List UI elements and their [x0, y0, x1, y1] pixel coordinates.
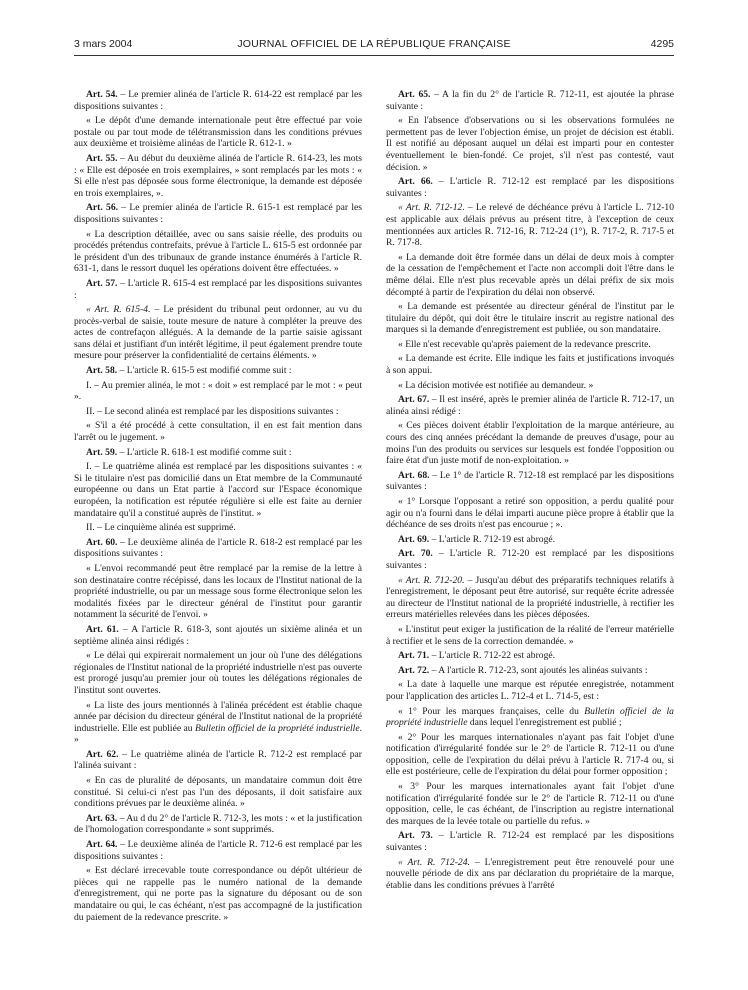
paragraph-text: « L'institut peut exiger la justification de la réalité de l'erreur matérielle à rectifier et le sens de la correction demandée. »	[386, 623, 674, 647]
article-number: Art. 72.	[398, 664, 430, 676]
body-paragraph	[386, 496, 674, 531]
paragraph-text: « La description détaillée, avec ou sans saisie réelle, des produits ou procédés prétendus contrefaits, prévue à l'article L. 615-5 est ordonnée par le président d'un des tribunaux de grande instance énumérés à l'article R. 631-1, dans le ressort duquel les opérations doivent être effectuées. »	[74, 228, 362, 275]
paragraph-text: « La demande doit être formée dans un délai de deux mois à compter de la cessation de l'empêchement et l'acte non accompli doit l'être dans le même délai. Elle n'est plus recevable après un délai préfix de six mois décompté à partir de l'expiration du délai non observé.	[386, 251, 674, 298]
paragraph-text: « La liste des jours mentionnés à l'alinéa précédent est établie chaque année par décision du directeur général de l'Institut national de la propriété industrielle. Elle est publiée au	[74, 699, 362, 734]
body-paragraph	[74, 380, 362, 403]
article-number: Art. 59.	[86, 446, 118, 458]
body-paragraph	[386, 115, 674, 173]
article-number: Art. 62.	[86, 748, 119, 760]
article-number: Art. 64.	[86, 839, 118, 851]
article-paragraph	[74, 153, 362, 199]
paragraph-text: – Au d du 2° de l'article R. 712-3, les mots : « et la justification de l'homologation correspondante » sont supprimés.	[74, 812, 362, 836]
paragraph-text: « 3° Pour les marques internationales ayant fait l'objet d'une notification d'irrégularité fondée sur le 2° de l'article R. 712-11 ou d'une opposition, celle, le cas échéant, de l'inscription au registre international des marques de la levée totale ou partielle du refus. »	[386, 781, 674, 827]
body-paragraph	[74, 865, 362, 923]
body-paragraph	[74, 115, 362, 150]
article-number: Art. 68.	[398, 469, 430, 481]
body-paragraph	[74, 406, 362, 418]
article-paragraph	[386, 830, 674, 853]
paragraph-text: « Le dépôt d'une demande internationale peut être effectué par voie postale ou par tout mode de télétransmission dans les conditions prévues aux deuxième et troisième alinéas de l'article R. 612-1. »	[74, 115, 362, 150]
body-paragraph	[74, 650, 362, 696]
article-citation: « Art. R. 712-24.	[398, 856, 470, 868]
article-number: Art. 55.	[86, 152, 118, 164]
paragraph-text: « Elle n'est recevable qu'après paiement de la redevance prescrite.	[398, 338, 651, 350]
header-page-number: 4295	[650, 38, 674, 50]
article-number: Art. 58.	[86, 365, 118, 377]
article-paragraph	[74, 278, 362, 301]
article-number: Art. 67.	[398, 394, 430, 406]
article-paragraph	[386, 394, 674, 417]
article-number: Art. 54.	[86, 89, 118, 100]
paragraph-text: – Le 1° de l'article R. 712-18 est remplacé par les dispositions suivantes :	[386, 469, 674, 493]
article-paragraph	[74, 202, 362, 225]
article-paragraph	[74, 365, 362, 377]
body-paragraph	[74, 700, 362, 746]
paragraph-text: – L'article R. 712-12 est remplacé par les dispositions suivantes :	[386, 176, 674, 199]
right-column	[386, 88, 674, 968]
article-paragraph	[386, 534, 674, 546]
article-number: Art. 66.	[398, 176, 433, 188]
paragraph-text: « L'envoi recommandé peut être remplacé par la remise de la lettre à son destinataire contre récépissé, dans les locaux de l'Institut national de la propriété industrielle, ou par un message sous forme électronique selon les modalités fixées par le directeur général de l'institut pour garantir notamment la sécurité de l'envoi. »	[74, 562, 362, 621]
paragraph-text: « Le délai qui expirerait normalement un jour où l'une des délégations régionales de l'Institut national de la propriété industrielle n'est pas ouverte est prorogé jusqu'au premier jour où toutes les délégations régionales de l'institut sont ouvertes.	[74, 650, 362, 696]
body-paragraph	[74, 522, 362, 534]
article-number: Art. 69.	[398, 533, 430, 545]
body-paragraph	[386, 624, 674, 647]
paragraph-text: – Le premier alinéa de l'article R. 615-1 est remplacé par les dispositions suivantes :	[74, 202, 362, 225]
body-paragraph	[386, 353, 674, 376]
paragraph-text: – Le deuxième alinéa de l'article R. 712-6 est remplacé par les dispositions suivantes :	[74, 839, 362, 862]
body-paragraph	[386, 732, 674, 778]
body-paragraph	[386, 202, 674, 248]
paragraph-text: « La demande est présentée au directeur général de l'institut par le titulaire du dépôt, qui doit être le titulaire inscrit au registre national des marques si la demande d'enregistrement est publiée, ou son mandataire.	[386, 301, 674, 336]
body-paragraph	[386, 706, 674, 729]
body-paragraph	[74, 304, 362, 362]
paragraph-text: – Au début du deuxième alinéa de l'article R. 614-23, les mots : « Elle est déposée en trois exemplaires, » sont remplacés par les mots : « Si elle n'est pas déposée sous forme électronique, la demande est déposée en trois exemplaires, ».	[74, 152, 362, 199]
paragraph-text: II. – Le second alinéa est remplacé par les dispositions suivantes :	[86, 405, 339, 417]
paragraph-text: « S'il a été procédé à cette consultation, il en est fait mention dans l'arrêt ou le jugement. »	[74, 420, 362, 444]
paragraph-text: I. – Au premier alinéa, le mot : « doit » est remplacé par le mot : « peut ».	[74, 379, 362, 403]
article-number: Art. 71.	[398, 650, 430, 662]
left-column	[74, 88, 362, 968]
paragraph-text: – L'article R. 712-24 est remplacé par les dispositions suivantes :	[386, 830, 674, 854]
paragraph-text: – L'article R. 615-4 est remplacé par les dispositions suivantes :	[74, 277, 362, 301]
paragraph-text: – A l'article R. 712-23, sont ajoutés les alinéas suivants :	[429, 664, 648, 676]
paragraph-text: – Le deuxième alinéa de l'article R. 618-2 est remplacé par les dispositions suivantes :	[74, 536, 362, 560]
body-paragraph	[386, 575, 674, 621]
publication-title: Bulletin officiel de la propriété industrielle	[194, 722, 360, 734]
page-header	[74, 38, 674, 54]
body-paragraph	[74, 563, 362, 621]
paragraph-tail: . »	[74, 722, 362, 746]
article-citation: « Art. R. 615-4.	[86, 304, 151, 316]
paragraph-text: « Est déclaré irrecevable toute correspondance ou dépôt ultérieur de pièces qui ne rappelle pas le numéro national de la demande d'enregistrement, qui ne porte pas la signature du déposant ou de son mandataire ou qui, le cas échéant, n'est pas accompagné de la justification du paiement de la redevance prescrite. »	[74, 865, 362, 923]
paragraph-text: – Jusqu'au début des préparatifs techniques relatifs à l'enregistrement, le déposant peut être autorisé, sur requête écrite adressée au directeur de l'Institut national de la propriété industrielle, à rectifier les erreurs matérielles relevées dans les pièces déposées.	[386, 574, 674, 621]
article-paragraph	[386, 650, 674, 662]
article-number: Art. 57.	[86, 277, 118, 289]
article-paragraph	[386, 548, 674, 571]
article-paragraph	[386, 89, 674, 112]
body-paragraph	[386, 857, 674, 892]
article-paragraph	[386, 176, 674, 199]
paragraph-text: – Le président du tribunal peut ordonner, au vu du procès-verbal de saisie, toute mesure de nature à compléter la preuve des actes de contrefaçon allégués. A la demande de la partie saisie agissant sans délai et justifiant d'un intérêt légitime, il peut également prendre toute mesure pour préserver la confidentialité de certains éléments. »	[74, 304, 362, 362]
body-paragraph	[386, 339, 674, 351]
article-number: Art. 65.	[398, 89, 431, 100]
body-paragraph	[74, 461, 362, 519]
article-paragraph	[74, 749, 362, 772]
article-paragraph	[74, 447, 362, 459]
article-paragraph	[386, 470, 674, 493]
paragraph-text: – Il est inséré, après le premier alinéa de l'article R. 712-17, un alinéa ainsi rédigé :	[386, 394, 674, 417]
body-paragraph	[386, 252, 674, 298]
paragraph-text: – L'enregistrement peut être renouvelé pour une nouvelle période de dix ans par déclaration du propriétaire de la marque, établie dans les conditions prévues à l'arrêté	[386, 856, 674, 891]
body-paragraph	[74, 420, 362, 443]
paragraph-text: – Le premier alinéa de l'article R. 614-22 est remplacé par les dispositions suivantes :	[74, 89, 362, 112]
paragraph-text: « En l'absence d'observations ou si les observations formulées ne permettent pas de lever l'objection émise, un projet de décision est établi. Il est notifié au déposant auquel un délai est imparti pour en contester éventuellement le bien-fondé. Ce projet, s'il n'est pas contesté, vaut décision. »	[386, 115, 674, 173]
article-number: Art. 70.	[398, 548, 433, 560]
paragraph-text: « La demande est écrite. Elle indique les faits et justifications invoqués à son appui.	[386, 353, 674, 377]
paragraph-text: « 2° Pour les marques internationales n'ayant pas fait l'objet d'une notification d'irrégularité fondée sur le 2° de l'article R. 712-11 ou d'une opposition, celle de l'expiration du délai prévu à l'article R. 717-4 ou, si elle est postérieure, celle de l'expiration du délai pour former opposition ;	[386, 731, 674, 778]
paragraph-text: – A l'article R. 618-3, sont ajoutés un sixième alinéa et un septième alinéa ainsi rédigés :	[74, 623, 362, 647]
body-paragraph	[386, 420, 674, 466]
body-paragraph	[74, 775, 362, 810]
body-paragraph	[386, 380, 674, 392]
body-paragraph	[386, 781, 674, 827]
article-paragraph	[74, 839, 362, 862]
publication-title: Bulletin officiel de la propriété industrielle	[386, 705, 674, 729]
article-paragraph	[386, 665, 674, 677]
paragraph-text: – Le relevé de déchéance prévu à l'article L. 712-10 est applicable aux délais prévus au présent titre, à l'exception de ceux mentionnées aux articles R. 712-16, R. 712-24 (1°), R. 717-2, R. 717-5 et R. 717-8.	[386, 202, 674, 249]
article-paragraph	[74, 537, 362, 560]
paragraph-tail: dans lequel l'enregistrement est publié ;	[467, 717, 622, 729]
body-paragraph	[386, 679, 674, 702]
paragraph-text: « En cas de pluralité de déposants, un mandataire commun doit être constitué. Si celui-ci n'est pas l'un des déposants, il doit satisfaire aux conditions prévues par le deuxième alinéa. »	[74, 775, 362, 810]
header-journal-title: JOURNAL OFFICIEL DE LA RÉPUBLIQUE FRANÇAISE	[237, 38, 511, 50]
article-number: Art. 60.	[86, 536, 118, 548]
article-number: Art. 61.	[86, 623, 119, 635]
paragraph-text: « La date à laquelle une marque est réputée enregistrée, notamment pour l'application des articles L. 712-4 et L. 714-5, est :	[386, 679, 674, 702]
article-paragraph	[74, 624, 362, 647]
article-number: Art. 56.	[86, 202, 119, 214]
paragraph-text: « 1° Lorsque l'opposant a retiré son opposition, a perdu qualité pour agir ou n'a fourni dans le délai imparti aucune pièce propre à établir que la déchéance de ses droits n'est pas encourue ; ».	[386, 496, 674, 531]
paragraph-text: « Ces pièces doivent établir l'exploitation de la marque antérieure, au cours des cinq années précédant la demande de preuves d'usage, pour au moins l'un des produits ou services sur lesquels est fondée l'opposition ou faire état d'un juste motif de non-exploitation. »	[386, 420, 674, 467]
article-number: Art. 63.	[86, 812, 118, 824]
article-citation: « Art. R. 712-12.	[398, 202, 465, 214]
paragraph-text: « La décision motivée est notifiée au demandeur. »	[398, 379, 594, 391]
paragraph-text: « 1° Pour les marques françaises, celle du	[398, 705, 585, 717]
paragraph-text: – L'article R. 618-1 est modifié comme suit :	[117, 446, 292, 458]
header-date: 3 mars 2004	[74, 38, 133, 50]
paragraph-text: I. – Le quatrième alinéa est remplacé par les dispositions suivantes : « Si le titulaire n'est pas domicilié dans un Etat membre de la Communauté européenne ou dans un Etat partie à l'accord sur l'Espace économique européen, la notification est réputée régulière si elle est faite au dernier mandataire qu'il a constitué auprès de l'institut. »	[74, 461, 362, 519]
paragraph-text: – A la fin du 2° de l'article R. 712-11, est ajoutée la phrase suivante :	[386, 89, 674, 112]
paragraph-text: – Le quatrième alinéa de l'article R. 712-2 est remplacé par l'alinéa suivant :	[74, 748, 362, 772]
body-paragraph	[386, 301, 674, 336]
body-paragraph	[74, 229, 362, 275]
paragraph-text: – L'article R. 615-5 est modifié comme suit :	[117, 365, 292, 377]
header-divider	[74, 55, 674, 56]
paragraph-text: II. – Le cinquième alinéa est supprimé.	[86, 522, 236, 534]
article-paragraph	[74, 813, 362, 836]
paragraph-text: – L'article R. 712-22 est abrogé.	[429, 650, 556, 662]
paragraph-text: – L'article R. 712-20 est remplacé par les dispositions suivantes :	[386, 548, 674, 571]
article-paragraph	[74, 89, 362, 112]
article-number: Art. 73.	[398, 830, 433, 842]
paragraph-text: – L'article R. 712-19 est abrogé.	[429, 533, 556, 545]
article-citation: « Art. R. 712-20.	[398, 574, 465, 586]
